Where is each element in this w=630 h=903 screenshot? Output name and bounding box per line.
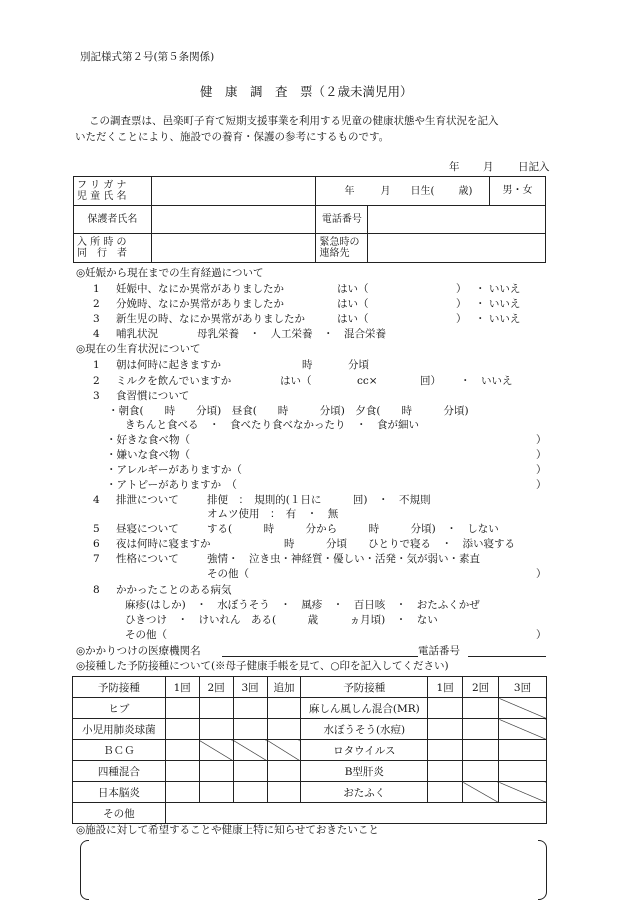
vac-header-2-left: 2回 xyxy=(199,677,233,698)
feeding-label: 哺乳状況 xyxy=(116,328,158,340)
q4-diaper[interactable]: オムツ使用 ： 有 ・ 無 xyxy=(207,508,339,520)
vac-cell[interactable] xyxy=(267,719,301,740)
birthdate-field[interactable] xyxy=(316,177,490,206)
q7-other-close: ） xyxy=(536,568,547,580)
vac-header-3-right: 3回 xyxy=(499,677,547,698)
requests-bracket-right xyxy=(538,840,547,900)
date-year-label: 年 xyxy=(449,161,460,173)
vac-cell[interactable] xyxy=(428,698,463,719)
child-name-field[interactable] xyxy=(151,177,316,206)
vac-cell[interactable] xyxy=(499,740,547,761)
vac-rotavirus: ロタウイルス xyxy=(301,740,428,761)
emergency-label xyxy=(316,234,368,263)
companion-field[interactable] xyxy=(151,234,316,263)
vac-cell[interactable] xyxy=(499,761,547,782)
feeding-num: 4 xyxy=(93,328,100,340)
vac-cell[interactable] xyxy=(233,698,267,719)
q5-detail[interactable]: する( 時 分から 時 分頃) ・ しない xyxy=(207,523,499,535)
vac-other: その他 xyxy=(73,803,166,824)
vac-header-name-right: 予防接種 xyxy=(301,677,428,698)
vac-cell[interactable] xyxy=(233,719,267,740)
pregnancy-item-2-text: 分娩時、なにか異常がありましたか xyxy=(116,298,284,310)
q2-cc: cc× xyxy=(357,375,378,387)
vac-cell-na xyxy=(499,782,547,803)
vac-cell[interactable] xyxy=(233,761,267,782)
vac-hib: ヒブ xyxy=(73,698,166,719)
date-month-label: 月 xyxy=(483,161,494,173)
date-day-label: 日記入 xyxy=(518,161,550,173)
vac-cell[interactable] xyxy=(428,761,463,782)
q3-num: 3 xyxy=(93,390,100,402)
vac-cell[interactable] xyxy=(199,719,233,740)
vac-header-booster-left: 追加 xyxy=(267,677,301,698)
vac-cell[interactable] xyxy=(165,740,199,761)
vac-cell[interactable] xyxy=(267,761,301,782)
q4-num: 4 xyxy=(93,494,100,506)
vac-cell[interactable] xyxy=(199,761,233,782)
pregnancy-item-1-text: 妊娠中、なにか異常がありましたか xyxy=(116,283,284,295)
q8-seizures[interactable]: ひきつけ ・ けいれん ある( 歳 ヵ月頃) ・ ない xyxy=(125,614,438,626)
meal-times[interactable]: ・朝食( 時 分頃) 昼食( 時 分頃) 夕食( 時 分頃) xyxy=(108,405,469,417)
vac-header-2-right: 2回 xyxy=(463,677,499,698)
vac-cell[interactable] xyxy=(463,698,499,719)
vac-cell[interactable] xyxy=(165,719,199,740)
vac-cell[interactable] xyxy=(463,719,499,740)
q4-stool[interactable]: 排便 ： 規則的(１日に 回) ・ 不規則 xyxy=(207,494,431,506)
vac-cell[interactable] xyxy=(267,698,301,719)
vac-cell[interactable] xyxy=(233,782,267,803)
vac-cell[interactable] xyxy=(165,761,199,782)
vac-cell-na xyxy=(463,782,499,803)
current-heading: ◎現在の生育状況について xyxy=(76,343,201,355)
pregnancy-item-2-yes[interactable]: はい（ xyxy=(337,298,369,310)
q2-text: ミルクを飲んでいますか xyxy=(116,375,232,387)
vac-header-1-right: 1回 xyxy=(428,677,463,698)
vac-cell[interactable] xyxy=(199,698,233,719)
birth-day-label: 日生( xyxy=(410,186,435,197)
pregnancy-item-1-no[interactable]: ・ いいえ xyxy=(475,283,521,295)
feeding-options[interactable]: 母乳栄養 ・ 人工栄養 ・ 混合栄養 xyxy=(197,328,386,340)
phone-field[interactable] xyxy=(368,206,546,234)
pregnancy-item-3-text: 新生児の時、なにか異常がありましたか xyxy=(116,313,305,325)
q3-text: 食習慣について xyxy=(116,390,190,402)
q2-no[interactable]: ・ いいえ xyxy=(460,375,513,387)
pregnancy-item-3-num: 3 xyxy=(93,313,100,325)
emergency-field[interactable] xyxy=(368,234,546,263)
pregnancy-item-3-close: ） xyxy=(456,313,467,325)
q8-diseases[interactable]: 麻疹(はしか) ・ 水ぼうそう ・ 風疹 ・ 百日咳 ・ おたふくかぜ xyxy=(125,599,480,611)
q8-other: その他（ xyxy=(125,629,167,641)
pregnancy-item-1-close: ） xyxy=(456,283,467,295)
pregnancy-item-1-yes[interactable]: はい（ xyxy=(337,283,369,295)
vac-cell[interactable] xyxy=(267,782,301,803)
vac-cell-na xyxy=(233,740,267,761)
vac-header-3-left: 3回 xyxy=(233,677,267,698)
allergy-close: ） xyxy=(536,464,547,476)
q6-num: 6 xyxy=(93,538,100,550)
atopy-close: ） xyxy=(536,479,547,491)
vac-pneumococcal: 小児用肺炎球菌 xyxy=(73,719,166,740)
pregnancy-item-2-close: ） xyxy=(456,298,467,310)
companion-label-line2: 同 行 者 xyxy=(77,248,127,259)
vac-japanese-encephalitis: 日本脳炎 xyxy=(73,782,166,803)
q2-yes[interactable]: はい（ xyxy=(280,375,312,387)
birth-month-label: 月 xyxy=(380,186,391,197)
vac-cell[interactable] xyxy=(199,782,233,803)
dislikes-close: ） xyxy=(536,449,547,461)
pregnancy-item-3-no[interactable]: ・ いいえ xyxy=(475,313,521,325)
child-name-label xyxy=(74,177,152,206)
pregnancy-item-1-num: 1 xyxy=(93,283,100,295)
intro-text-line2: いただくことにより、施設での養育・保護の参考にするものです。 xyxy=(75,131,390,143)
child-info-table xyxy=(73,176,546,263)
q1-text: 朝は何時に起きますか xyxy=(116,359,221,371)
vac-bcg: ＢＣＧ xyxy=(73,740,166,761)
vac-hepatitis-b: B型肝炎 xyxy=(301,761,428,782)
vac-cell[interactable] xyxy=(428,740,463,761)
vac-cell-na xyxy=(499,698,547,719)
vac-mumps: おたふく xyxy=(301,782,428,803)
q7-num: 7 xyxy=(93,553,100,565)
vac-four-combined: 四種混合 xyxy=(73,761,166,782)
q7-text: 性格について xyxy=(116,553,179,565)
vac-cell-na xyxy=(499,719,547,740)
atopy-label: ・アトピーがありますか （ xyxy=(106,479,237,491)
vac-varicella: 水ぼうそう(水痘) xyxy=(301,719,428,740)
sex-field[interactable]: 男・女 xyxy=(490,177,546,206)
q2-times: 回） xyxy=(420,375,441,387)
clinic-phone-label: 電話番号 xyxy=(418,645,460,657)
q2-num: 2 xyxy=(93,375,100,387)
vac-cell[interactable] xyxy=(165,698,199,719)
q5-num: 5 xyxy=(93,523,100,535)
pregnancy-item-2-num: 2 xyxy=(93,298,100,310)
guardian-field[interactable] xyxy=(151,206,316,234)
clinic-label: ◎かかりつけの医療機関名 xyxy=(76,645,201,657)
intro-text-line1: この調査票は、邑楽町子育て短期支援事業を利用する児童の健康状態や生育状況を記入 xyxy=(89,115,499,127)
child-name-text: 児 童 氏 名 xyxy=(77,191,127,202)
birth-year-label: 年 xyxy=(344,186,355,197)
vac-other-field[interactable] xyxy=(165,803,546,824)
likes-label: ・好きな食べ物（ xyxy=(106,434,190,446)
vaccination-table xyxy=(72,676,547,824)
form-number: 別記様式第２号(第５条関係) xyxy=(80,51,215,63)
pregnancy-item-2-no[interactable]: ・ いいえ xyxy=(475,298,521,310)
q1-hour: 時 xyxy=(302,359,313,371)
q7-detail[interactable]: 強情・ 泣き虫・神経質・優しい・活発・気が弱い・素直 xyxy=(207,553,480,565)
requests-heading: ◎施設に対して希望することや健康上特に知らせておきたいこと xyxy=(76,824,379,836)
clinic-phone-line[interactable] xyxy=(468,656,546,657)
requests-bracket-left xyxy=(80,840,89,900)
emergency-label-line1: 緊急時の xyxy=(319,236,360,248)
companion-label-line1: 入 所 時 の xyxy=(77,236,127,248)
vac-cell[interactable] xyxy=(463,740,499,761)
companion-label xyxy=(74,234,152,263)
pregnancy-heading: ◎妊娠から現在までの生育経過について xyxy=(76,267,264,279)
vac-cell[interactable] xyxy=(428,719,463,740)
q5-text: 昼寝について xyxy=(116,523,179,535)
vac-cell-na xyxy=(267,740,301,761)
clinic-name-line[interactable] xyxy=(222,656,418,657)
vac-mr: 麻しん風しん混合(MR) xyxy=(301,698,428,719)
vac-header-1-left: 1回 xyxy=(165,677,199,698)
dislikes-label: ・嫌いな食べ物（ xyxy=(106,449,190,461)
pregnancy-item-3-yes[interactable]: はい（ xyxy=(337,313,369,325)
likes-close: ） xyxy=(536,434,547,446)
phone-label: 電話番号 xyxy=(316,206,368,234)
q6-text: 夜は何時に寝ますか xyxy=(116,538,211,550)
vac-cell[interactable] xyxy=(463,761,499,782)
page-title: 健 康 調 査 票（２歳未満児用） xyxy=(200,84,413,99)
vaccination-heading: ◎接種した予防接種について(※母子健康手帳を見て、○印を記入してください) xyxy=(76,660,449,672)
q7-other: その他（ xyxy=(207,568,249,580)
vac-cell-na xyxy=(199,740,233,761)
age-label: 歳) xyxy=(458,186,473,197)
emergency-label-line2: 連絡先 xyxy=(319,248,350,259)
vac-header-name-left: 予防接種 xyxy=(73,677,166,698)
vac-cell[interactable] xyxy=(165,782,199,803)
guardian-label: 保護者氏名 xyxy=(74,206,152,234)
q6-detail[interactable]: 時 分頃 ひとりで寝る ・ 添い寝する xyxy=(284,538,515,550)
q8-text: かかったことのある病気 xyxy=(116,584,232,596)
requests-field[interactable] xyxy=(92,842,534,896)
q4-text: 排泄について xyxy=(116,494,179,506)
furigana-label: フ リ ガ ナ xyxy=(77,179,127,191)
q1-min: 分頃 xyxy=(348,359,369,371)
vac-cell[interactable] xyxy=(428,782,463,803)
allergy-label: ・アレルギーがありますか（ xyxy=(106,464,242,476)
q8-num: 8 xyxy=(93,584,100,596)
eating-habits[interactable]: きちんと食べる ・ 食べたり食べなかったり ・ 食が細い xyxy=(125,419,419,431)
q8-other-close: ） xyxy=(536,629,547,641)
q1-num: 1 xyxy=(93,359,100,371)
